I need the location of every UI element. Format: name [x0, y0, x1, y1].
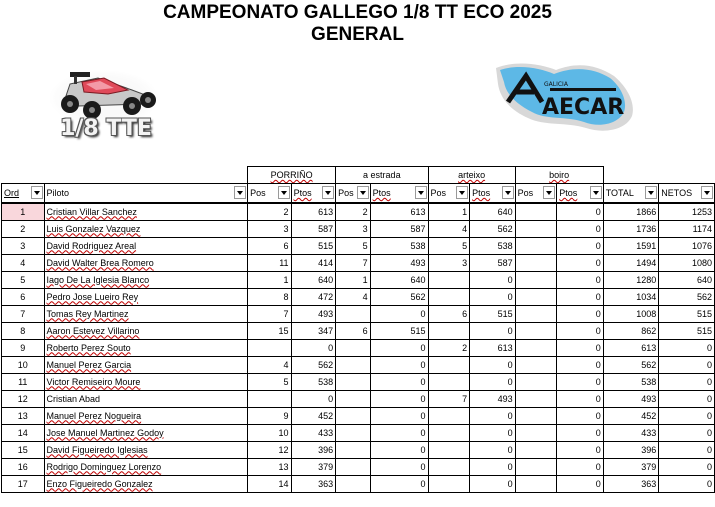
cell-arteixo-pos[interactable]: 3 — [428, 254, 470, 271]
header-estrada-pos[interactable] — [336, 184, 371, 203]
cell-boiro-ptos[interactable]: 0 — [557, 288, 603, 305]
cell-boiro-pos[interactable] — [515, 441, 557, 458]
cell-netos[interactable]: 640 — [659, 271, 715, 288]
header-piloto[interactable] — [44, 184, 248, 203]
cell-piloto[interactable] — [44, 254, 248, 271]
cell-boiro-ptos[interactable]: 0 — [557, 271, 603, 288]
cell-piloto[interactable] — [44, 203, 248, 221]
cell-boiro-pos[interactable] — [515, 475, 557, 492]
table-row — [2, 220, 715, 237]
cell-total[interactable]: 1008 — [603, 305, 659, 322]
table-row — [2, 288, 715, 305]
cell-porrino-ptos[interactable]: 347 — [291, 322, 336, 339]
cell-arteixo-pos[interactable]: 5 — [428, 237, 470, 254]
logo-right-subtext: GALICIA — [544, 81, 568, 88]
cell-porrino-pos[interactable]: 13 — [248, 458, 292, 475]
cell-porrino-ptos[interactable]: 414 — [291, 254, 336, 271]
cell-porrino-pos[interactable]: 11 — [248, 254, 292, 271]
group-arteixo: arteixo — [428, 167, 515, 184]
header-boiro-ptos[interactable] — [557, 184, 603, 203]
cell-boiro-ptos[interactable]: 0 — [557, 475, 603, 492]
cell-estrada-ptos[interactable]: 0 — [370, 458, 428, 475]
cell-total[interactable]: 433 — [603, 424, 659, 441]
pilot-name: Rodrigo Dominguez Lorenzo — [46, 461, 162, 472]
cell-estrada-ptos[interactable]: 587 — [370, 220, 428, 237]
cell-boiro-pos[interactable] — [515, 407, 557, 424]
sheet-title: CAMPEONATO GALLEGO 1/8 TT ECO 2025 — [163, 2, 552, 23]
table-row — [2, 373, 715, 390]
cell-arteixo-pos[interactable] — [428, 373, 470, 390]
filter-dropdown-icon[interactable] — [357, 186, 369, 199]
logo-right-text: AECAR — [542, 95, 625, 120]
logo-caption: 1/8 TTE — [60, 116, 152, 141]
cell-arteixo-ptos[interactable]: 0 — [470, 407, 516, 424]
cell-total[interactable]: 1494 — [603, 254, 659, 271]
table-row — [2, 441, 715, 458]
cell-netos[interactable]: 0 — [659, 407, 715, 424]
filter-dropdown-icon[interactable] — [701, 186, 713, 199]
cell-total[interactable]: 862 — [603, 322, 659, 339]
cell-piloto[interactable] — [44, 271, 248, 288]
tte-logo — [48, 66, 160, 146]
cell-estrada-pos[interactable] — [336, 390, 371, 407]
cell-boiro-pos[interactable] — [515, 390, 557, 407]
cell-arteixo-pos[interactable] — [428, 322, 470, 339]
header-label: TOTAL — [605, 187, 634, 198]
cell-arteixo-ptos[interactable]: 0 — [470, 288, 516, 305]
aecar-galicia-logo — [486, 56, 636, 136]
cell-boiro-ptos[interactable]: 0 — [557, 203, 603, 221]
cell-piloto[interactable] — [44, 305, 248, 322]
cell-boiro-pos[interactable] — [515, 356, 557, 373]
cell-estrada-ptos[interactable]: 562 — [370, 288, 428, 305]
cell-boiro-pos[interactable] — [515, 322, 557, 339]
cell-boiro-ptos[interactable]: 0 — [557, 424, 603, 441]
pilot-name: Roberto Perez Souto — [46, 342, 131, 353]
cell-boiro-pos[interactable] — [515, 288, 557, 305]
cell-arteixo-ptos[interactable]: 0 — [470, 373, 516, 390]
cell-piloto[interactable] — [44, 475, 248, 492]
cell-estrada-ptos[interactable]: 640 — [370, 271, 428, 288]
table-row — [2, 237, 715, 254]
pilot-name: Aaron Estevez Villarino — [46, 325, 140, 336]
cell-netos[interactable]: 0 — [659, 373, 715, 390]
cell-porrino-pos[interactable]: 5 — [248, 373, 292, 390]
group-porrino: PORRIÑO — [248, 167, 336, 184]
header-netos[interactable] — [659, 184, 715, 203]
cell-piloto[interactable]: Cristian Abad — [44, 390, 248, 407]
cell-porrino-ptos[interactable]: 562 — [291, 356, 336, 373]
cell-ord[interactable]: 8 — [2, 322, 45, 339]
cell-porrino-pos[interactable]: 10 — [248, 424, 292, 441]
pilot-name: Jose Manuel Martinez Godoy — [46, 427, 164, 438]
header-label: Ptos — [372, 187, 391, 198]
cell-netos[interactable]: 0 — [659, 424, 715, 441]
cell-total[interactable]: 396 — [603, 441, 659, 458]
cell-porrino-pos[interactable]: 14 — [248, 475, 292, 492]
cell-estrada-pos[interactable] — [336, 475, 371, 492]
cell-arteixo-pos[interactable] — [428, 458, 470, 475]
cell-boiro-ptos[interactable]: 0 — [557, 322, 603, 339]
cell-arteixo-pos[interactable] — [428, 288, 470, 305]
pilot-name: Pedro Jose Lueiro Rey — [46, 291, 139, 302]
filter-dropdown-icon[interactable] — [415, 186, 427, 199]
cell-arteixo-ptos[interactable]: 515 — [470, 305, 516, 322]
group-boiro: boiro — [515, 167, 603, 184]
cell-netos[interactable]: 0 — [659, 441, 715, 458]
cell-boiro-ptos[interactable]: 0 — [557, 305, 603, 322]
cell-total[interactable]: 1736 — [603, 220, 659, 237]
cell-arteixo-pos[interactable]: 7 — [428, 390, 470, 407]
cell-estrada-pos[interactable] — [336, 305, 371, 322]
cell-boiro-pos[interactable] — [515, 424, 557, 441]
cell-arteixo-ptos[interactable]: 0 — [470, 458, 516, 475]
cell-estrada-ptos[interactable]: 0 — [370, 373, 428, 390]
filter-dropdown-icon[interactable] — [322, 186, 334, 199]
cell-arteixo-ptos[interactable]: 0 — [470, 441, 516, 458]
pilot-name: Luis Gonzalez Vazquez — [46, 223, 141, 234]
header-porrino-ptos[interactable] — [291, 184, 336, 203]
cell-porrino-ptos[interactable]: 472 — [291, 288, 336, 305]
cell-porrino-ptos[interactable]: 640 — [291, 271, 336, 288]
cell-porrino-pos[interactable]: 2 — [248, 203, 292, 221]
header-label: NETOS — [661, 187, 693, 198]
table-row — [2, 407, 715, 424]
cell-porrino-ptos[interactable]: 587 — [291, 220, 336, 237]
standings-table — [1, 166, 715, 493]
cell-porrino-pos[interactable]: 8 — [248, 288, 292, 305]
cell-estrada-ptos[interactable]: 0 — [370, 475, 428, 492]
filter-dropdown-icon[interactable] — [456, 186, 468, 199]
cell-boiro-pos[interactable] — [515, 458, 557, 475]
cell-arteixo-pos[interactable]: 1 — [428, 203, 470, 221]
cell-porrino-ptos[interactable]: 515 — [291, 237, 336, 254]
cell-ord[interactable]: 4 — [2, 254, 45, 271]
table-row — [2, 475, 715, 492]
cell-arteixo-pos[interactable] — [428, 407, 470, 424]
cell-porrino-ptos[interactable]: 396 — [291, 441, 336, 458]
cell-estrada-pos[interactable]: 3 — [336, 220, 371, 237]
cell-porrino-ptos[interactable]: 433 — [291, 424, 336, 441]
header-label: Piloto — [46, 187, 70, 198]
cell-estrada-pos[interactable]: 5 — [336, 237, 371, 254]
cell-porrino-pos[interactable]: 12 — [248, 441, 292, 458]
cell-netos[interactable]: 515 — [659, 322, 715, 339]
pilot-name: Cristian Villar Sanchez — [46, 206, 137, 217]
cell-boiro-pos[interactable] — [515, 339, 557, 356]
cell-estrada-pos[interactable]: 6 — [336, 322, 371, 339]
cell-boiro-pos[interactable] — [515, 203, 557, 221]
cell-estrada-pos[interactable]: 1 — [336, 271, 371, 288]
cell-porrino-ptos[interactable]: 613 — [291, 203, 336, 221]
cell-porrino-pos[interactable]: 9 — [248, 407, 292, 424]
filter-dropdown-icon[interactable] — [234, 186, 246, 199]
cell-arteixo-pos[interactable]: 4 — [428, 220, 470, 237]
cell-boiro-pos[interactable] — [515, 237, 557, 254]
column-header-row — [2, 184, 715, 203]
cell-estrada-ptos[interactable]: 0 — [370, 441, 428, 458]
table-row — [2, 322, 715, 339]
filter-dropdown-icon[interactable] — [31, 186, 43, 199]
cell-boiro-ptos[interactable]: 0 — [557, 220, 603, 237]
cell-estrada-pos[interactable]: 4 — [336, 288, 371, 305]
cell-porrino-pos[interactable]: 4 — [248, 356, 292, 373]
cell-ord[interactable]: 9 — [2, 339, 45, 356]
cell-piloto[interactable] — [44, 237, 248, 254]
table-row — [2, 390, 715, 407]
table-row — [2, 305, 715, 322]
cell-arteixo-ptos[interactable]: 587 — [470, 254, 516, 271]
cell-porrino-ptos[interactable]: 0 — [291, 339, 336, 356]
cell-total[interactable]: 379 — [603, 458, 659, 475]
pilot-name: Manuel Perez Nogueira — [46, 410, 142, 421]
cell-estrada-pos[interactable] — [336, 441, 371, 458]
cell-total[interactable]: 363 — [603, 475, 659, 492]
pilot-name: David Walter Brea Romero — [46, 257, 154, 268]
cell-porrino-ptos[interactable]: 493 — [291, 305, 336, 322]
cell-arteixo-ptos[interactable]: 0 — [470, 271, 516, 288]
header-label: Ord — [4, 187, 20, 198]
cell-ord[interactable]: 17 — [2, 475, 45, 492]
header-ord[interactable] — [2, 184, 45, 203]
pilot-name: Enzo Figueiredo Gonzalez — [46, 478, 153, 489]
cell-ord[interactable]: 16 — [2, 458, 45, 475]
header-label: Pos — [430, 187, 447, 198]
header-porrino-pos[interactable] — [248, 184, 292, 203]
filter-dropdown-icon[interactable] — [645, 186, 657, 199]
cell-total[interactable]: 562 — [603, 356, 659, 373]
cell-boiro-pos[interactable] — [515, 220, 557, 237]
cell-boiro-ptos[interactable]: 0 — [557, 373, 603, 390]
cell-boiro-pos[interactable] — [515, 305, 557, 322]
cell-estrada-ptos[interactable]: 0 — [370, 356, 428, 373]
cell-estrada-ptos[interactable]: 538 — [370, 237, 428, 254]
cell-piloto[interactable] — [44, 220, 248, 237]
cell-estrada-ptos[interactable]: 493 — [370, 254, 428, 271]
cell-boiro-pos[interactable] — [515, 271, 557, 288]
header-label: Pos — [517, 187, 534, 198]
cell-arteixo-pos[interactable]: 6 — [428, 305, 470, 322]
cell-arteixo-pos[interactable] — [428, 356, 470, 373]
group-a-estrada: a estrada — [336, 167, 428, 184]
cell-piloto[interactable] — [44, 356, 248, 373]
pilot-name: David Rodriguez Areal — [46, 240, 137, 251]
cell-arteixo-pos[interactable]: 2 — [428, 339, 470, 356]
cell-porrino-ptos[interactable]: 452 — [291, 407, 336, 424]
cell-boiro-ptos[interactable]: 0 — [557, 339, 603, 356]
cell-netos[interactable]: 1174 — [659, 220, 715, 237]
sheet-subtitle: GENERAL — [311, 24, 404, 45]
pilot-name: David Figueiredo Iglesias — [46, 444, 148, 455]
cell-netos[interactable]: 1076 — [659, 237, 715, 254]
cell-estrada-pos[interactable] — [336, 424, 371, 441]
cell-piloto[interactable] — [44, 441, 248, 458]
cell-arteixo-ptos[interactable]: 0 — [470, 424, 516, 441]
cell-ord[interactable]: 1 — [2, 203, 45, 221]
cell-estrada-ptos[interactable]: 515 — [370, 322, 428, 339]
header-arteixo-pos[interactable] — [428, 184, 470, 203]
cell-netos[interactable]: 0 — [659, 458, 715, 475]
pilot-name: Manuel Perez Garcia — [46, 359, 132, 370]
cell-ord[interactable]: 12 — [2, 390, 45, 407]
cell-arteixo-ptos[interactable]: 562 — [470, 220, 516, 237]
cell-porrino-pos[interactable]: 15 — [248, 322, 292, 339]
cell-estrada-ptos[interactable]: 0 — [370, 305, 428, 322]
cell-ord[interactable]: 13 — [2, 407, 45, 424]
cell-arteixo-pos[interactable] — [428, 424, 470, 441]
cell-boiro-ptos[interactable]: 0 — [557, 407, 603, 424]
cell-estrada-pos[interactable]: 7 — [336, 254, 371, 271]
cell-porrino-pos[interactable]: 3 — [248, 220, 292, 237]
cell-porrino-ptos[interactable]: 363 — [291, 475, 336, 492]
cell-piloto[interactable] — [44, 458, 248, 475]
cell-piloto[interactable] — [44, 322, 248, 339]
cell-piloto[interactable] — [44, 407, 248, 424]
cell-arteixo-ptos[interactable]: 0 — [470, 356, 516, 373]
cell-estrada-pos[interactable]: 2 — [336, 203, 371, 221]
cell-boiro-ptos[interactable]: 0 — [557, 237, 603, 254]
cell-ord[interactable]: 6 — [2, 288, 45, 305]
cell-total[interactable]: 452 — [603, 407, 659, 424]
cell-ord[interactable]: 3 — [2, 237, 45, 254]
group-header-row — [2, 167, 715, 184]
table-row — [2, 424, 715, 441]
cell-total[interactable]: 538 — [603, 373, 659, 390]
cell-boiro-ptos[interactable]: 0 — [557, 458, 603, 475]
cell-ord[interactable]: 2 — [2, 220, 45, 237]
header-label: Ptos — [293, 187, 312, 198]
cell-netos[interactable]: 0 — [659, 390, 715, 407]
cell-arteixo-pos[interactable] — [428, 271, 470, 288]
cell-arteixo-ptos[interactable]: 0 — [470, 475, 516, 492]
cell-total[interactable]: 1591 — [603, 237, 659, 254]
cell-ord[interactable]: 14 — [2, 424, 45, 441]
cell-ord[interactable]: 11 — [2, 373, 45, 390]
cell-total[interactable]: 613 — [603, 339, 659, 356]
cell-porrino-pos[interactable]: 1 — [248, 271, 292, 288]
cell-porrino-pos[interactable] — [248, 390, 292, 407]
cell-ord[interactable]: 10 — [2, 356, 45, 373]
cell-boiro-ptos[interactable]: 0 — [557, 390, 603, 407]
cell-netos[interactable]: 0 — [659, 339, 715, 356]
cell-boiro-pos[interactable] — [515, 254, 557, 271]
cell-total[interactable]: 1280 — [603, 271, 659, 288]
cell-ord[interactable]: 7 — [2, 305, 45, 322]
table-row — [2, 271, 715, 288]
cell-porrino-pos[interactable]: 7 — [248, 305, 292, 322]
cell-estrada-pos[interactable] — [336, 373, 371, 390]
table-row — [2, 356, 715, 373]
cell-estrada-ptos[interactable]: 613 — [370, 203, 428, 221]
filter-dropdown-icon[interactable] — [278, 186, 290, 199]
cell-netos[interactable]: 515 — [659, 305, 715, 322]
table-row — [2, 458, 715, 475]
cell-netos[interactable]: 1080 — [659, 254, 715, 271]
cell-piloto[interactable] — [44, 339, 248, 356]
cell-estrada-ptos[interactable]: 0 — [370, 339, 428, 356]
table-row — [2, 339, 715, 356]
cell-piloto[interactable] — [44, 424, 248, 441]
filter-dropdown-icon[interactable] — [590, 186, 602, 199]
filter-dropdown-icon[interactable] — [543, 186, 555, 199]
cell-ord[interactable]: 15 — [2, 441, 45, 458]
cell-total[interactable]: 1866 — [603, 203, 659, 221]
cell-porrino-ptos[interactable]: 538 — [291, 373, 336, 390]
cell-porrino-ptos[interactable]: 0 — [291, 390, 336, 407]
cell-netos[interactable]: 562 — [659, 288, 715, 305]
cell-porrino-ptos[interactable]: 379 — [291, 458, 336, 475]
cell-estrada-ptos[interactable]: 0 — [370, 424, 428, 441]
pilot-name: Victor Remiseiro Moure — [46, 376, 141, 387]
cell-piloto[interactable] — [44, 373, 248, 390]
header-label: Pos — [250, 187, 266, 198]
header-label: Ptos — [472, 187, 491, 198]
cell-total[interactable]: 1034 — [603, 288, 659, 305]
header-label: Ptos — [559, 187, 578, 198]
header-label: Pos — [338, 187, 354, 198]
cell-boiro-ptos[interactable]: 0 — [557, 254, 603, 271]
pilot-name: Tomas Rey Martinez — [46, 308, 129, 319]
cell-boiro-pos[interactable] — [515, 373, 557, 390]
cell-netos[interactable]: 0 — [659, 356, 715, 373]
cell-piloto[interactable] — [44, 288, 248, 305]
cell-estrada-pos[interactable] — [336, 356, 371, 373]
pilot-name: Iago De La Iglesia Blanco — [46, 274, 150, 285]
cell-arteixo-pos[interactable] — [428, 441, 470, 458]
cell-porrino-pos[interactable] — [248, 339, 292, 356]
table-row — [2, 254, 715, 271]
cell-estrada-pos[interactable] — [336, 407, 371, 424]
cell-arteixo-ptos[interactable]: 640 — [470, 203, 516, 221]
cell-netos[interactable]: 0 — [659, 475, 715, 492]
cell-arteixo-ptos[interactable]: 613 — [470, 339, 516, 356]
header-boiro-pos[interactable] — [515, 184, 557, 203]
cell-netos[interactable]: 1253 — [659, 203, 715, 221]
cell-arteixo-ptos[interactable]: 0 — [470, 322, 516, 339]
cell-porrino-pos[interactable]: 6 — [248, 237, 292, 254]
cell-total[interactable]: 493 — [603, 390, 659, 407]
cell-estrada-ptos[interactable]: 0 — [370, 407, 428, 424]
filter-dropdown-icon[interactable] — [502, 186, 514, 199]
cell-estrada-ptos[interactable]: 0 — [370, 390, 428, 407]
cell-estrada-pos[interactable] — [336, 339, 371, 356]
cell-boiro-ptos[interactable]: 0 — [557, 356, 603, 373]
header-total[interactable] — [603, 184, 659, 203]
galicia-map-logo-icon — [486, 56, 636, 136]
cell-arteixo-ptos[interactable]: 493 — [470, 390, 516, 407]
table-row — [2, 203, 715, 221]
cell-boiro-ptos[interactable]: 0 — [557, 441, 603, 458]
cell-ord[interactable]: 5 — [2, 271, 45, 288]
cell-arteixo-pos[interactable] — [428, 475, 470, 492]
cell-arteixo-ptos[interactable]: 538 — [470, 237, 516, 254]
header-arteixo-ptos[interactable] — [470, 184, 516, 203]
header-estrada-ptos[interactable] — [370, 184, 428, 203]
cell-estrada-pos[interactable] — [336, 458, 371, 475]
